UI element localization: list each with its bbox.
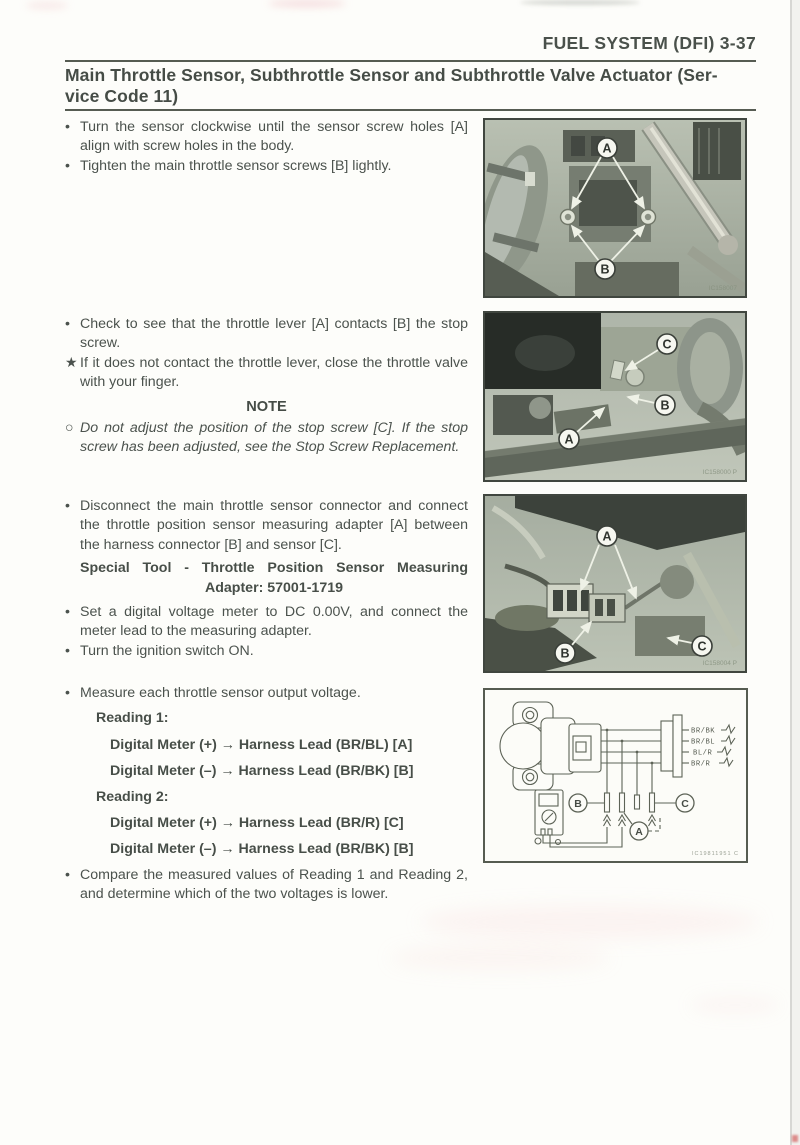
sensor-housing <box>579 180 637 226</box>
svg-text:A: A <box>564 432 574 447</box>
label-b <box>569 794 587 812</box>
bullet-marker: • <box>65 157 70 174</box>
scan-smudge <box>26 2 68 9</box>
photo-watermark: IC158007 <box>708 285 737 292</box>
step-block-4 <box>65 684 468 905</box>
list-item <box>65 642 468 661</box>
scan-smudge <box>520 0 640 5</box>
diagram-watermark: IC19811951 C <box>691 851 739 857</box>
step-text: Turn the sensor clockwise until the sensor screw holes [A] align with screw holes in the body. <box>80 119 468 155</box>
page-header: FUEL SYSTEM (DFI) 3-37 <box>542 33 756 53</box>
photo-watermark: IC158004 P <box>702 660 737 667</box>
circle-marker: ○ <box>65 420 74 437</box>
engine-photo-illustration <box>485 496 745 671</box>
list-item <box>65 497 468 555</box>
note-text: Do not adjust the position of the stop screw [C]. If the stop screw has been adjusted, see the Stop Screw Replacement. <box>80 420 468 456</box>
bullet-marker: • <box>65 119 70 135</box>
section-title-line1: Main Throttle Sensor, Subthrottle Sensor and Subthrottle Valve Actuator (Ser- <box>65 65 718 85</box>
screw-hole-right <box>641 210 656 225</box>
bullet-marker: • <box>65 642 70 659</box>
label-b <box>555 643 575 663</box>
label-b <box>595 259 615 279</box>
clamp-screw <box>525 172 535 186</box>
bullet-marker: • <box>65 685 70 701</box>
star-marker: ★ <box>65 354 78 371</box>
label-a <box>597 526 617 546</box>
lower-machinery <box>575 262 679 296</box>
label-a <box>559 429 579 449</box>
pivot-bolt <box>626 368 644 386</box>
step-block-1 <box>65 118 468 176</box>
label-a-line <box>624 813 632 824</box>
list-item <box>65 603 468 642</box>
label-c <box>676 794 694 812</box>
svg-text:BR/BL: BR/BL <box>691 738 716 747</box>
svg-text:BR/BK: BR/BK <box>691 727 716 736</box>
svg-text:B: B <box>560 646 570 661</box>
note-item <box>65 419 468 458</box>
engine-photo-illustration <box>485 120 745 296</box>
list-item <box>65 684 468 703</box>
scan-red-mark <box>792 1135 798 1142</box>
special-tool-line1: Special Tool - Throttle Position Sensor Measuring <box>80 560 468 577</box>
label-a <box>630 822 648 840</box>
svg-text:C: C <box>681 798 689 810</box>
list-item <box>65 315 468 354</box>
figure-wiring-diagram <box>483 688 748 863</box>
rod-end <box>718 235 738 255</box>
svg-text:A: A <box>602 529 612 544</box>
throttle-sensor-drawing <box>500 702 601 790</box>
list-item <box>65 866 468 905</box>
figure-photo-sensor-screws <box>483 118 747 298</box>
reading2-minus: Digital Meter (–) → Harness Lead (BR/BK) [B] <box>110 841 414 858</box>
step-text: Measure each throttle sensor output voltage. <box>80 685 361 701</box>
label-c <box>657 334 677 354</box>
engine-photo-illustration <box>485 313 745 480</box>
special-tool <box>80 559 468 598</box>
svg-text:A: A <box>602 141 612 156</box>
reading1-plus: Digital Meter (+) → Harness Lead (BR/BL) [A] <box>110 736 413 753</box>
label-b <box>655 395 675 415</box>
harness-connector-drawing <box>661 715 689 777</box>
svg-text:C: C <box>662 337 672 352</box>
step-text: Disconnect the main throttle sensor connector and connect the throttle position sensor measuring adapter [A] between the harness connector [B] and sensor [C]. <box>80 498 468 553</box>
list-item <box>65 157 468 176</box>
sensor-wires <box>601 730 661 763</box>
svg-text:B: B <box>574 798 582 810</box>
svg-text:A: A <box>635 826 643 838</box>
svg-text:C: C <box>697 639 707 654</box>
reading1-minus: Digital Meter (–) → Harness Lead (BR/BK) [B] <box>110 763 414 780</box>
step-text: Compare the measured values of Reading 1 and Reading 2, and determine which of the two voltages is lower. <box>80 866 468 903</box>
photo-watermark: IC158000 P <box>702 469 737 476</box>
actuator-body <box>660 565 694 599</box>
funnel-inner <box>690 332 730 404</box>
label-a <box>597 138 617 158</box>
connector-block <box>693 122 741 180</box>
bolt <box>529 397 551 419</box>
bullet-marker: • <box>65 316 70 332</box>
wire-labels <box>691 728 715 769</box>
page-edge <box>792 0 800 1145</box>
scan-smudge <box>690 995 780 1015</box>
list-item <box>65 354 468 393</box>
bullet-marker: • <box>65 604 70 621</box>
reading2-label: Reading 2: <box>96 788 169 805</box>
figure-photo-measuring-adapter <box>483 494 747 673</box>
reading2-plus: Digital Meter (+) → Harness Lead (BR/R) [C] <box>110 815 404 832</box>
step-text: Check to see that the throttle lever [A] contacts [B] the stop screw. <box>80 316 468 352</box>
figure-photo-stop-screw <box>483 311 747 482</box>
shadow-detail <box>515 335 575 371</box>
page-edge-line <box>790 0 792 1145</box>
digital-meter-drawing <box>535 790 563 845</box>
scan-smudge <box>420 905 760 939</box>
header-rule <box>65 60 756 62</box>
slot <box>571 136 585 156</box>
wiring-diagram-illustration <box>485 690 746 861</box>
screw-hole-left <box>561 210 576 225</box>
junction-dots <box>606 729 654 765</box>
step-block-2 <box>65 315 468 458</box>
wire-break-symbols <box>717 725 735 766</box>
reading1-label: Reading 1: <box>96 710 169 727</box>
section-title-line2: vice Code 11) <box>65 86 179 106</box>
svg-text:BL/R: BL/R <box>693 749 713 758</box>
special-tool-line2: Adapter: 57001-1719 <box>204 579 343 596</box>
step-text: If it does not contact the throttle lever, close the throttle valve with your finger. <box>80 354 468 391</box>
list-item <box>65 118 468 157</box>
svg-text:B: B <box>660 398 670 413</box>
svg-text:B: B <box>600 262 610 277</box>
title-rule <box>65 109 756 111</box>
scan-smudge <box>390 945 610 971</box>
bullet-marker: • <box>65 866 70 883</box>
step-text: Tighten the main throttle sensor screws [B] lightly. <box>80 157 392 174</box>
note-title: NOTE <box>246 398 287 415</box>
step-text: Turn the ignition switch ON. <box>80 642 254 659</box>
probe-terminals <box>605 793 655 812</box>
step-block-3 <box>65 497 468 661</box>
label-c <box>692 636 712 656</box>
section-title <box>65 65 756 107</box>
step-text: Set a digital voltage meter to DC 0.00V, and connect the meter lead to the measuring adapter. <box>80 604 468 640</box>
svg-text:BR/R: BR/R <box>691 760 711 769</box>
bullet-marker: • <box>65 498 70 514</box>
scan-smudge <box>268 0 346 7</box>
